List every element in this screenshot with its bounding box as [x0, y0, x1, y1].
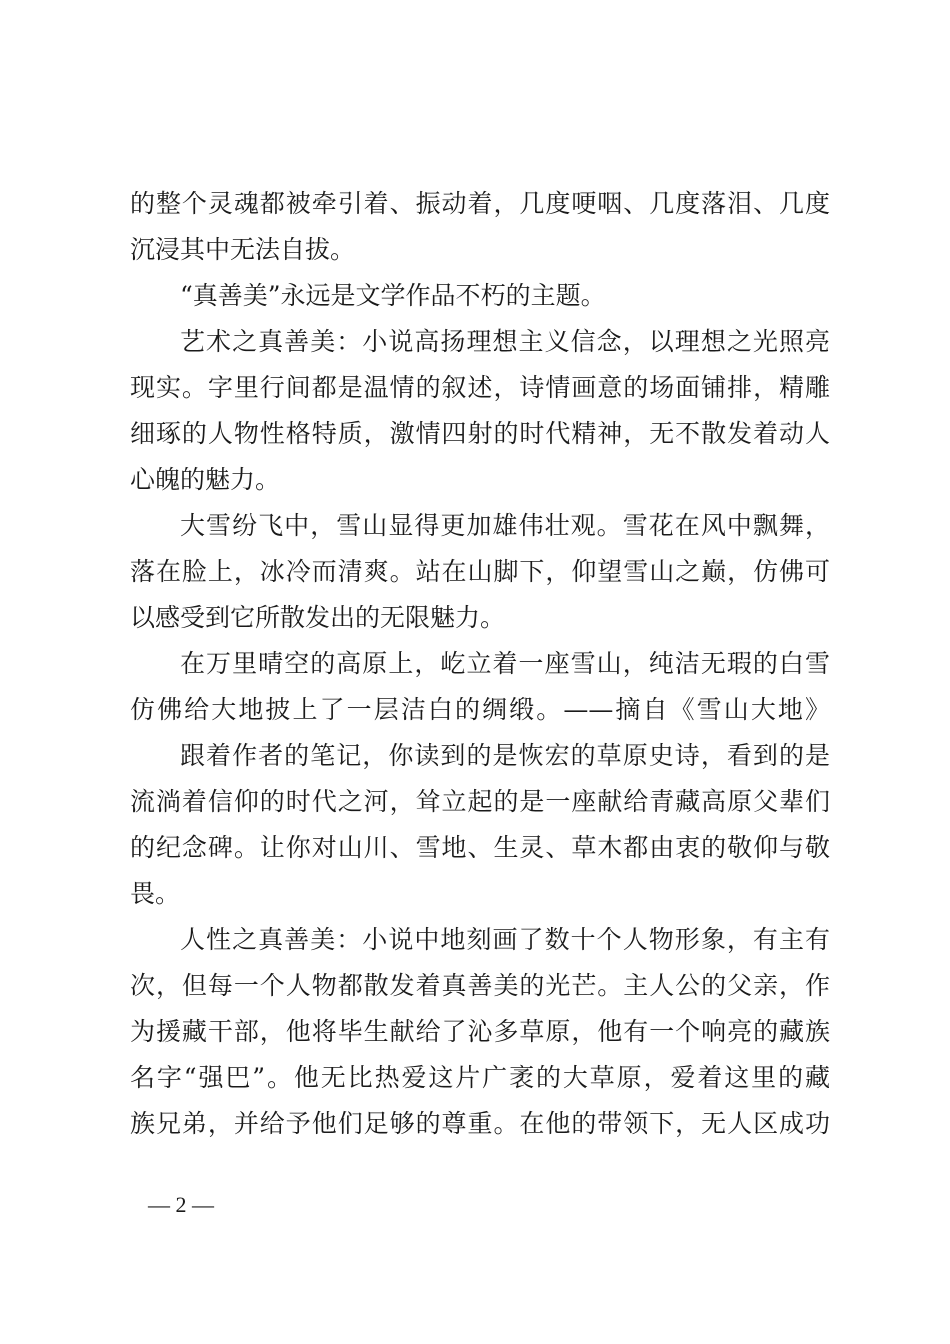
text-line: 名字“强巴”。他无比热爱这片广袤的大草原，爱着这里的藏 — [130, 1063, 830, 1092]
text-line: 大雪纷飞中，雪山显得更加雄伟壮观。雪花在风中飘舞， — [180, 511, 830, 540]
text-line: 跟着作者的笔记，你读到的是恢宏的草原史诗，看到的是 — [180, 741, 830, 770]
text-line: 族兄弟，并给予他们足够的尊重。在他的带领下，无人区成功 — [130, 1109, 830, 1138]
text-line: 仿佛给大地披上了一层洁白的绸缎。——摘自《雪山大地》 — [130, 695, 830, 724]
text-line: 的纪念碑。让你对山川、雪地、生灵、草木都由衷的敬仰与敬 — [130, 833, 830, 862]
text-line: 次，但每一个人物都散发着真善美的光芒。主人公的父亲，作 — [130, 971, 830, 1000]
text-line: 沉浸其中无法自拔。 — [130, 235, 356, 264]
text-line: 艺术之真善美：小说高扬理想主义信念，以理想之光照亮 — [180, 327, 830, 356]
text-line: 流淌着信仰的时代之河，耸立起的是一座献给青藏高原父辈们 — [130, 787, 830, 816]
text-line: 在万里晴空的高原上，屹立着一座雪山，纯洁无瑕的白雪 — [180, 649, 830, 678]
text-line: 心魄的魅力。 — [130, 465, 281, 494]
text-line: 人性之真善美：小说中地刻画了数十个人物形象，有主有 — [180, 925, 830, 954]
text-line: 为援藏干部，他将毕生献给了沁多草原，他有一个响亮的藏族 — [130, 1017, 830, 1046]
text-line: 细琢的人物性格特质，激情四射的时代精神，无不散发着动人 — [130, 419, 830, 448]
text-line: 畏。 — [130, 879, 181, 908]
text-line: 现实。字里行间都是温情的叙述，诗情画意的场面铺排，精雕 — [130, 373, 830, 402]
text-line: 落在脸上，冰冷而清爽。站在山脚下，仰望雪山之巅，仿佛可 — [130, 557, 830, 586]
text-line: 以感受到它所散发出的无限魅力。 — [130, 603, 506, 632]
page-number: — 2 — — [148, 1192, 214, 1217]
text-line: “真善美”永远是文学作品不朽的主题。 — [180, 281, 606, 310]
text-line: 的整个灵魂都被牵引着、振动着，几度哽咽、几度落泪、几度 — [130, 189, 830, 218]
